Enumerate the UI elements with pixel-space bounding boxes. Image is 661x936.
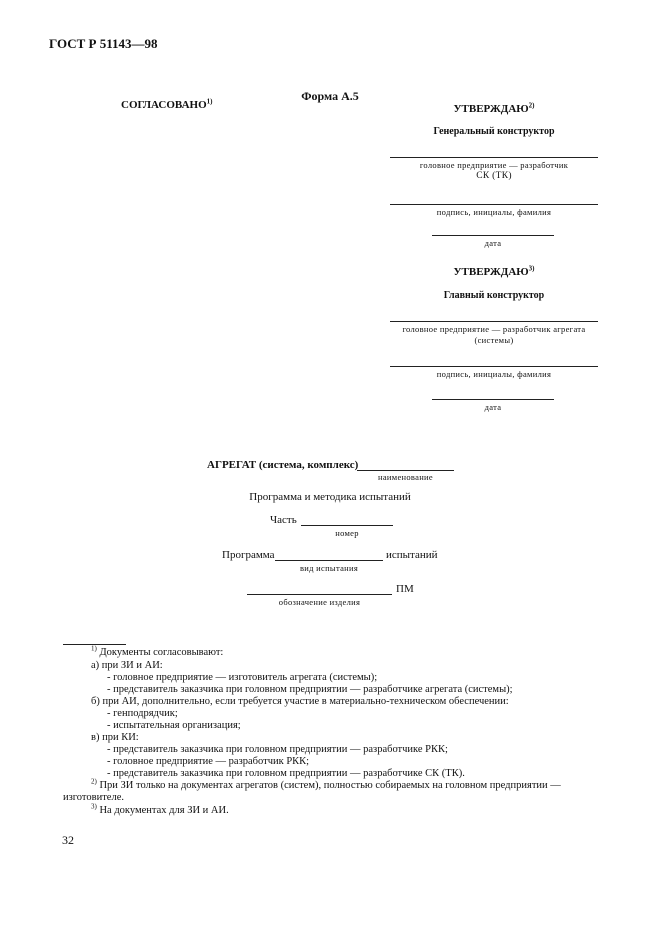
- approve2-signature-caption: подпись, инициалы, фамилия: [436, 369, 552, 379]
- approve2-signature-line: [390, 366, 598, 367]
- approve1-block: [390, 103, 598, 115]
- approve1-footnote-ref: 2): [528, 101, 535, 110]
- unit-label: АГРЕГАТ (система, комплекс): [207, 459, 359, 471]
- unit-name-caption: наименование: [378, 472, 433, 482]
- approve2-block: [390, 266, 598, 278]
- footnote-1: [91, 644, 224, 658]
- approve1-enterprise-line: [390, 157, 598, 158]
- footnote-a-2: - представитель заказчика при головном предприятии — разработчике агрегата (системы);: [107, 684, 513, 695]
- footnote-3: [91, 802, 229, 816]
- designation-line: [247, 594, 392, 595]
- approve2-enterprise-caption-2: (системы): [474, 335, 514, 345]
- agreed-label: СОГЛАСОВАНО: [121, 99, 207, 111]
- approve2-footnote-ref: 3): [528, 264, 535, 273]
- part-label: Часть: [270, 514, 297, 526]
- footnote-c-head: в) при КИ:: [91, 732, 139, 743]
- footnote-2-mark: 2): [91, 777, 97, 786]
- footnote-c-1: - представитель заказчика при головном предприятии — разработчике РКК;: [107, 744, 448, 755]
- approve2-enterprise-caption-1: головное предприятие — разработчик агрегата: [402, 324, 586, 334]
- designation-caption: обозначение изделия: [278, 597, 361, 607]
- program-title: Программа и методика испытаний: [249, 491, 411, 503]
- footnote-c-3: - представитель заказчика при головном предприятии — разработчике СК (ТК).: [107, 768, 465, 779]
- pm-label: ПМ: [396, 583, 414, 595]
- footnote-3-mark: 3): [91, 802, 97, 811]
- approve1-position: Генеральный конструктор: [433, 126, 555, 137]
- page-number: 32: [62, 833, 74, 847]
- part-number-caption: номер: [335, 528, 359, 538]
- approve1-signature-line: [390, 204, 598, 205]
- tests-label: испытаний: [386, 549, 438, 561]
- test-type-line: [275, 560, 383, 561]
- approve2-date-line: [432, 399, 554, 400]
- footnote-b-2: - испытательная организация;: [107, 720, 241, 731]
- part-number-line: [301, 525, 393, 526]
- approve1-label: УТВЕРЖДАЮ: [453, 103, 529, 115]
- footnote-2-text-2: изготовителе.: [63, 792, 124, 803]
- footnote-1-intro: Документы согласовывают:: [99, 647, 224, 658]
- agreed-block: [121, 99, 212, 111]
- approve2-date-caption: дата: [484, 402, 502, 412]
- program-label: Программа: [222, 549, 275, 561]
- approve2-enterprise-line: [390, 321, 598, 322]
- approve1-enterprise-caption-2: СК (ТК): [476, 171, 512, 181]
- footnote-b-1: - генподрядчик;: [107, 708, 178, 719]
- footnote-a-1: - головное предприятие — изготовитель агрегата (системы);: [107, 672, 378, 683]
- test-type-caption: вид испытания: [299, 563, 359, 573]
- footnote-2: [91, 777, 561, 791]
- footnote-3-text: На документах для ЗИ и АИ.: [99, 805, 229, 816]
- unit-name-line: [357, 470, 454, 471]
- approve1-enterprise-caption-1: головное предприятие — разработчик: [419, 160, 569, 170]
- approve1-date-line: [432, 235, 554, 236]
- approve2-position: Главный конструктор: [443, 290, 545, 301]
- footnote-b-head: б) при АИ, дополнительно, если требуется участие в материально-техническом обеспечении:: [91, 696, 509, 707]
- agreed-footnote-ref: 1): [206, 97, 213, 106]
- footnote-1-mark: 1): [91, 644, 97, 653]
- standard-header: ГОСТ Р 51143—98: [49, 36, 158, 51]
- footnote-c-2: - головное предприятие — разработчик РКК;: [107, 756, 310, 767]
- footnote-a-head: а) при ЗИ и АИ:: [91, 660, 163, 671]
- approve1-signature-caption: подпись, инициалы, фамилия: [436, 207, 552, 217]
- form-title: Форма А.5: [301, 89, 359, 103]
- approve2-label: УТВЕРЖДАЮ: [453, 266, 529, 278]
- footnote-2-text-1: При ЗИ только на документах агрегатов (систем), полностью собираемых на головном предприятии —: [99, 780, 561, 791]
- approve1-date-caption: дата: [484, 238, 502, 248]
